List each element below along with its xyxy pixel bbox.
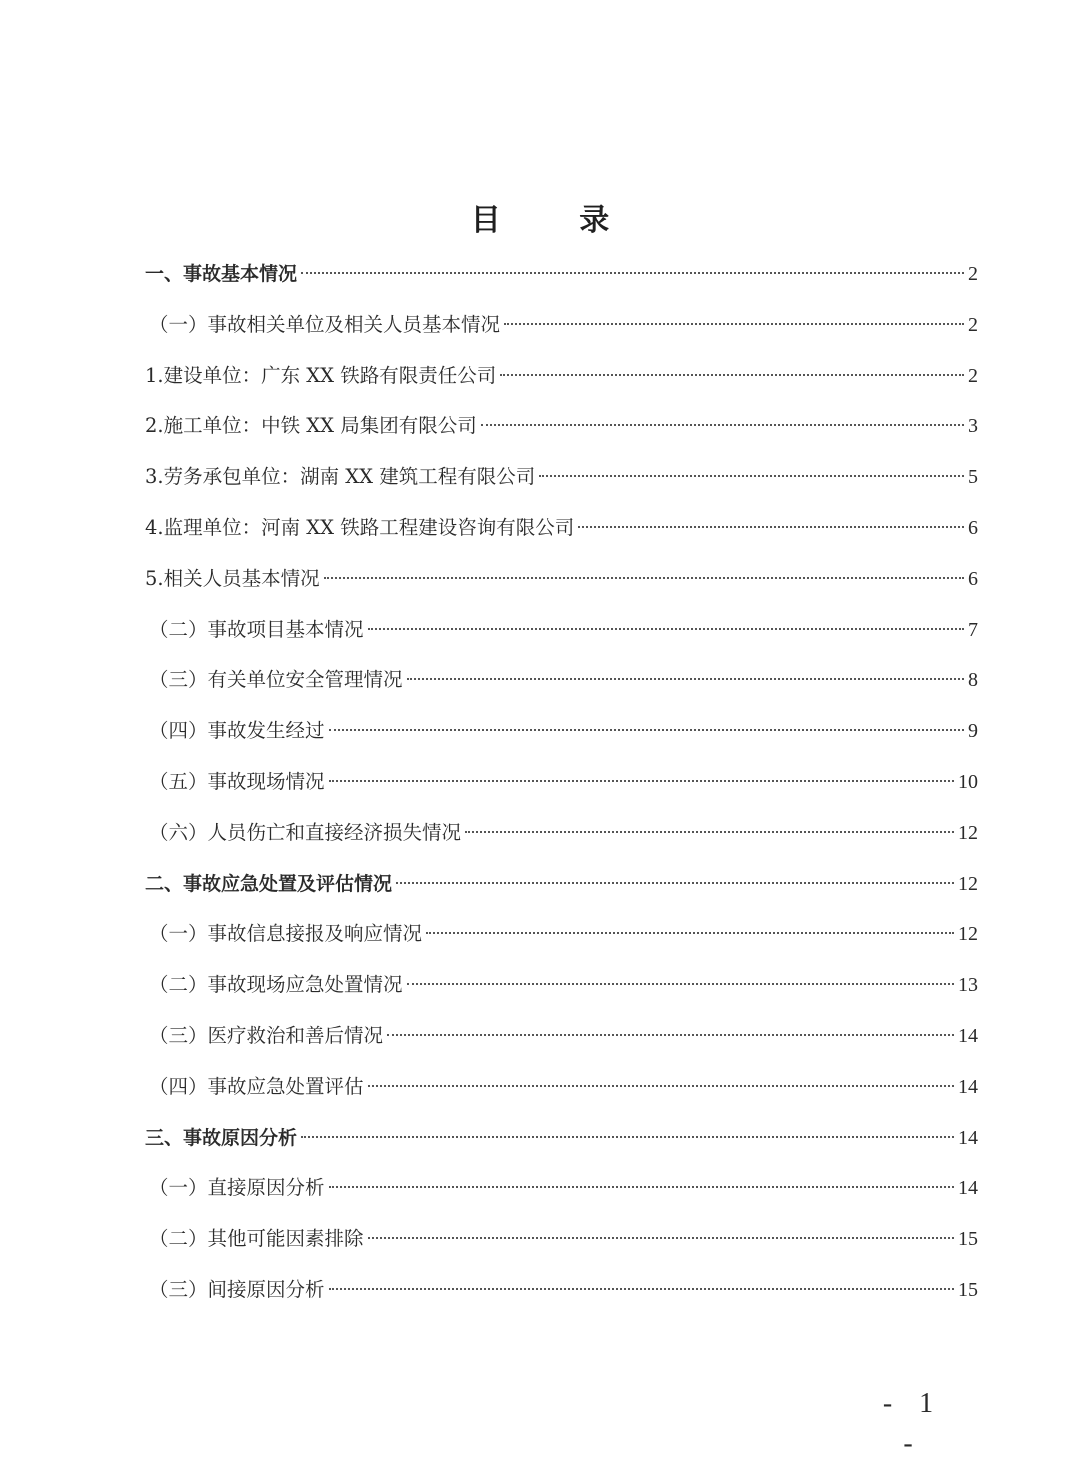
toc-entry-text: （二）事故项目基本情况 (149, 617, 364, 641)
toc-entry-page: 2 (968, 313, 978, 336)
toc-dot-leader (426, 932, 954, 934)
toc-entry-text: （四）事故发生经过 (149, 719, 325, 743)
toc-entry[interactable] (145, 401, 978, 452)
toc-entry-text: （三）有关单位安全管理情况 (149, 668, 403, 692)
toc-entry-text: 1.建设单位：广东 XX 铁路有限责任公司 (145, 363, 497, 387)
toc-entry-page: 13 (958, 974, 978, 997)
toc-entry-text: （二）事故现场应急处置情况 (149, 973, 403, 997)
toc-entry[interactable] (145, 655, 978, 706)
toc-entry-page: 7 (968, 618, 978, 641)
toc-dot-leader (407, 678, 964, 680)
toc-dot-leader (329, 1288, 954, 1290)
toc-entry-page: 9 (968, 720, 978, 743)
toc-entry[interactable] (145, 1163, 978, 1214)
toc-entry[interactable] (145, 859, 978, 910)
toc-entry[interactable] (145, 1113, 978, 1164)
toc-entry-page: 15 (958, 1228, 978, 1251)
toc-dot-leader (368, 1237, 954, 1239)
toc-entry[interactable] (145, 1214, 978, 1265)
toc-dot-leader (407, 983, 954, 985)
toc-dot-leader (324, 577, 964, 579)
toc-entry-page: 12 (958, 872, 978, 895)
toc-dot-leader (301, 272, 964, 274)
toc-entry-page: 12 (958, 923, 978, 946)
toc-entry-text: 3.劳务承包单位：湖南 XX 建筑工程有限公司 (145, 465, 536, 489)
toc-dot-leader (396, 882, 954, 884)
toc-entry-page: 2 (968, 263, 978, 285)
toc-entry-page: 6 (968, 516, 978, 539)
toc-entry-page: 6 (968, 567, 978, 590)
toc-entry[interactable] (145, 554, 978, 605)
toc-entry[interactable] (145, 300, 978, 351)
toc-entry-text: 2.施工单位：中铁 XX 局集团有限公司 (145, 414, 477, 438)
toc-entry-page: 14 (958, 1075, 978, 1098)
toc-entry-page: 14 (958, 1024, 978, 1047)
toc-dot-leader (481, 424, 964, 426)
toc-dot-leader (387, 1034, 954, 1036)
toc-entry[interactable] (145, 351, 978, 402)
toc-entry[interactable] (145, 452, 978, 503)
toc-entry-text: 一、事故基本情况 (145, 263, 298, 285)
toc-entry[interactable] (145, 757, 978, 808)
toc-dot-leader (329, 729, 964, 731)
toc-entry-page: 3 (968, 415, 978, 438)
toc-entry-text: （四）事故应急处置评估 (149, 1074, 364, 1098)
toc-entry-text: （一）事故相关单位及相关人员基本情况 (149, 312, 501, 336)
toc-entry-text: （一）事故信息接报及响应情况 (149, 922, 423, 946)
page-number: - 1 - (882, 1388, 944, 1459)
toc-entry[interactable] (145, 1062, 978, 1113)
toc-dot-leader (368, 1085, 954, 1087)
toc-entry-page: 15 (958, 1278, 978, 1301)
toc-entry-page: 12 (958, 821, 978, 844)
toc-dot-leader (539, 475, 964, 477)
toc-entry-text: 二、事故应急处置及评估情况 (145, 872, 393, 895)
toc-entry[interactable] (145, 706, 978, 757)
toc-entry-text: （三）医疗救治和善后情况 (149, 1023, 384, 1047)
toc-entry-page: 14 (958, 1126, 978, 1149)
toc-dot-leader (368, 628, 964, 630)
toc-entry-text: （六）人员伤亡和直接经济损失情况 (149, 820, 462, 844)
toc-entry[interactable] (145, 249, 978, 300)
toc-entry-text: （二）其他可能因素排除 (149, 1227, 364, 1251)
toc-entry-page: 10 (958, 770, 978, 793)
toc-entry-text: 4.监理单位：河南 XX 铁路工程建设咨询有限公司 (145, 515, 575, 539)
toc-entry-page: 14 (958, 1177, 978, 1200)
toc-entry-text: 5.相关人员基本情况 (145, 566, 320, 590)
toc-dot-leader (504, 323, 964, 325)
toc-entry[interactable] (145, 1265, 978, 1316)
toc-entry[interactable] (145, 1011, 978, 1062)
toc-dot-leader (301, 1136, 954, 1138)
toc-dot-leader (329, 1186, 954, 1188)
toc-dot-leader (329, 780, 954, 782)
toc-entry-text: （五）事故现场情况 (149, 769, 325, 793)
toc-dot-leader (578, 526, 964, 528)
toc-dot-leader (500, 374, 964, 376)
toc-title: 目 录 (470, 203, 644, 238)
toc-entry-page: 2 (968, 364, 978, 387)
toc-entry[interactable] (145, 960, 978, 1011)
toc-entry-text: （一）直接原因分析 (149, 1176, 325, 1200)
table-of-contents (145, 249, 978, 1316)
toc-entry-text: 三、事故原因分析 (145, 1126, 298, 1149)
toc-dot-leader (465, 831, 954, 833)
toc-entry[interactable] (145, 605, 978, 656)
toc-entry-page: 5 (968, 466, 978, 489)
toc-entry-page: 8 (968, 669, 978, 692)
toc-entry[interactable] (145, 909, 978, 960)
toc-entry[interactable] (145, 503, 978, 554)
toc-entry-text: （三）间接原因分析 (149, 1277, 325, 1301)
toc-entry[interactable] (145, 808, 978, 859)
